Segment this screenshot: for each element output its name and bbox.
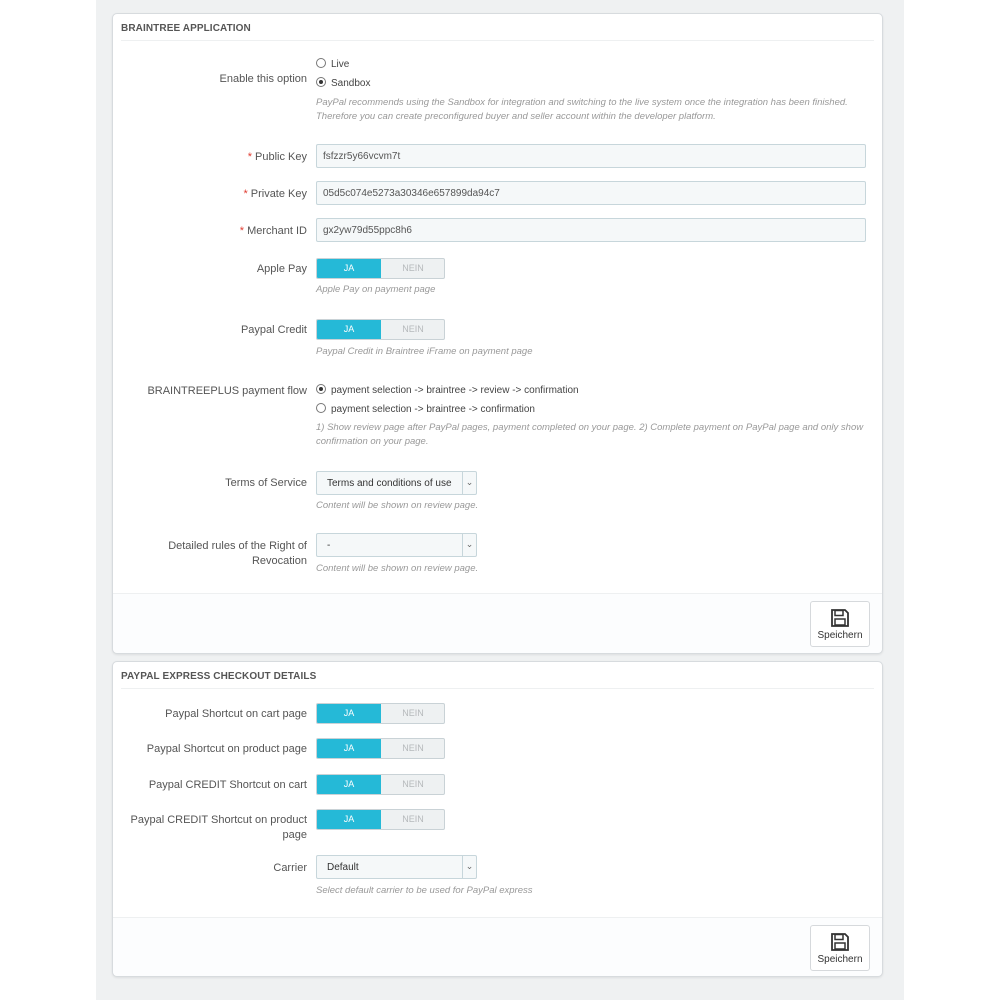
switch-on[interactable]: JA [317,739,381,758]
product-shortcut-label: Paypal Shortcut on product page [146,743,307,755]
product-shortcut-switch[interactable] [316,738,445,759]
private-key-input[interactable]: 05d5c074e5273a30346e657899da94c7 [316,181,866,205]
paypal-credit-label: Paypal Credit [240,324,307,336]
panel-title: PAYPAL EXPRESS CHECKOUT DETAILS [121,662,874,689]
switch-on[interactable]: JA [317,259,381,278]
public-key-input[interactable]: fsfzzr5y66vcvm7t [316,144,866,168]
credit-product-shortcut-label: Paypal CREDIT Shortcut on product page [130,814,307,841]
radio-live-circle[interactable] [316,58,326,68]
panel-title: BRAINTREE APPLICATION [121,14,874,41]
credit-product-shortcut-switch[interactable] [316,809,445,830]
required-marker: * [247,151,253,163]
merchant-id-label: * Merchant ID [239,225,307,237]
merchant-id-input[interactable]: gx2yw79d55ppc8h6 [316,218,866,242]
switch-off[interactable]: NEIN [402,324,424,334]
carrier-select-value: Default [327,862,359,873]
revocation-label: Detailed rules of the Right of Revocation [168,540,307,567]
chevron-down-icon[interactable]: ⌄ [462,472,476,494]
revocation-help: Content will be shown on review page. [316,563,479,574]
paypal-credit-switch[interactable] [316,319,445,340]
switch-off[interactable]: NEIN [402,263,424,273]
tos-select-value: Terms and conditions of use [327,478,452,489]
enable-label: Enable this option [219,73,307,85]
radio-sandbox-circle[interactable] [316,77,326,87]
tos-select[interactable] [316,471,477,495]
cart-shortcut-label: Paypal Shortcut on cart page [165,708,307,720]
enable-help: PayPal recommends using the Sandbox for integration and switching to the live system once the integration has been finished. Therefore you can create preconfigured buyer and seller account within the developer platform. [316,97,848,122]
radio-flow-direct-circle[interactable] [316,403,326,413]
credit-cart-shortcut-label: Paypal CREDIT Shortcut on cart [148,779,307,791]
apple-pay-help: Apple Pay on payment page [316,284,436,295]
panel-footer [113,917,882,976]
public-key-label: * Public Key [247,151,307,163]
switch-off[interactable]: NEIN [402,708,424,718]
save-label: Speichern [817,954,863,965]
radio-flow-review[interactable]: payment selection -> braintree -> review -> confirmation [316,385,579,399]
chevron-down-icon[interactable]: ⌄ [462,534,476,556]
switch-off[interactable]: NEIN [402,779,424,789]
flow-help: 1) Show review page after PayPal pages, payment completed on your page. 2) Complete payment on PayPal page and only show confirmation on your page. [316,422,864,447]
flow-label: BRAINTREEPLUS payment flow [147,385,307,397]
private-key-label: * Private Key [243,188,307,200]
credit-cart-shortcut-switch[interactable] [316,774,445,795]
tos-label: Terms of Service [225,477,307,489]
braintree-panel [112,13,883,654]
carrier-select[interactable] [316,855,477,879]
switch-on[interactable]: JA [317,775,381,794]
apple-pay-switch[interactable] [316,258,445,279]
express-panel [112,661,883,977]
switch-on[interactable]: JA [317,810,381,829]
apple-pay-label: Apple Pay [256,263,307,275]
switch-on[interactable]: JA [317,320,381,339]
radio-sandbox[interactable]: Sandbox [316,78,370,92]
revocation-select[interactable] [316,533,477,557]
radio-live[interactable]: Live [316,59,349,73]
save-label: Speichern [817,630,863,641]
panel-footer [113,593,882,653]
cart-shortcut-switch[interactable] [316,703,445,724]
required-marker: * [243,188,248,200]
save-icon [830,608,850,628]
chevron-down-icon[interactable]: ⌄ [462,856,476,878]
switch-off[interactable]: NEIN [402,814,424,824]
carrier-help: Select default carrier to be used for PayPal express [316,885,533,896]
radio-flow-review-circle[interactable] [316,384,326,394]
required-marker: * [239,225,245,237]
radio-flow-direct[interactable]: payment selection -> braintree -> confirmation [316,404,535,418]
save-icon [830,932,850,952]
revocation-select-value: - [327,540,331,551]
switch-on[interactable]: JA [317,704,381,723]
switch-off[interactable]: NEIN [402,743,424,753]
save-button[interactable] [810,601,870,647]
tos-help: Content will be shown on review page. [316,500,479,511]
save-button[interactable] [810,925,870,971]
carrier-label: Carrier [273,862,307,874]
paypal-credit-help: Paypal Credit in Braintree iFrame on payment page [316,346,533,357]
